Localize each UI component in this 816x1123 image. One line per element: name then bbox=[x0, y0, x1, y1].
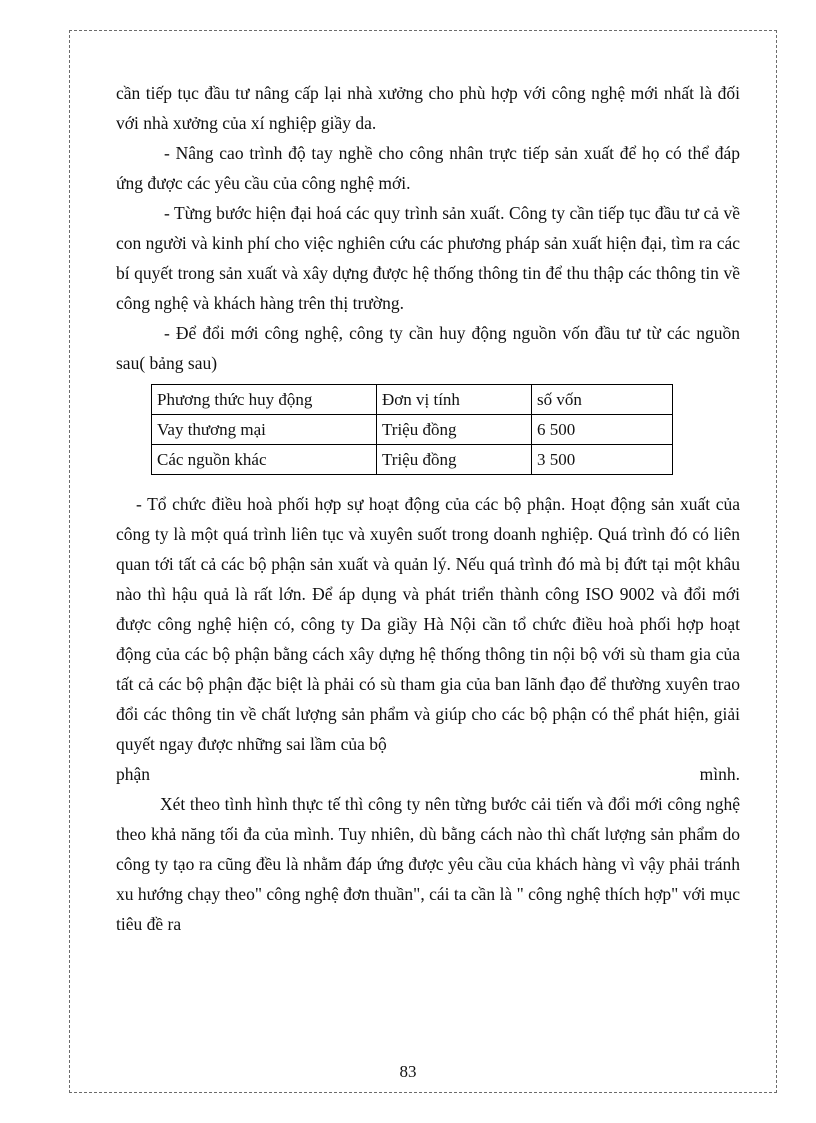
table-cell: 6 500 bbox=[532, 415, 673, 445]
table-row bbox=[152, 445, 673, 475]
paragraph-5-last-left: phận bbox=[116, 764, 151, 784]
table-header-cell: số vốn bbox=[532, 385, 673, 415]
paragraph-6: Xét theo tình hình thực tế thì công ty nên từng bước cải tiến và đổi mới công nghệ theo khả năng tối đa của mình. Tuy nhiên, dù bằng cách nào thì chất lượng sản phẩm do công ty tạo ra cũng đều là nhằm đáp ứng được yêu cầu của khách hàng vì vậy phải tránh xu hướng chạy theo" công nghệ đơn thuần", cái ta cần là " công nghệ thích hợp" với mục tiêu đề ra bbox=[116, 794, 740, 934]
paragraph-3: - Từng bước hiện đại hoá các quy trình sản xuất. Công ty cần tiếp tục đầu tư cả về con người và kinh phí cho việc nghiên cứu các phương pháp sản xuất hiện đại, tìm ra các bí quyết trong sản xuất và xây dựng được hệ thống thông tin để thu thập các thông tin về công nghệ và khách hàng trên thị trường. bbox=[116, 203, 740, 313]
table-row bbox=[152, 415, 673, 445]
paragraph-5: - Tổ chức điều hoà phối hợp sự hoạt động của các bộ phận. Hoạt động sản xuất của công ty là một quá trình liên tục và xuyên suốt trong doanh nghiệp. Quá trình đó có liên quan tới tất cả các bộ phận sản xuất và quản lý. Nếu quá trình đó mà bị đứt tại một khâu nào thì hậu quả là rất lớn. Để áp dụng và phát triển thành công ISO 9002 và đổi mới được công nghệ hiện có, công ty Da giầy Hà Nội cần tổ chức điều hoà phối hợp hoạt động của các bộ phận bằng cách xây dựng hệ thống thông tin nội bộ với sù tham gia của tất cả các bộ phận đặc biệt là phải có sù tham gia của ban lãnh đạo để thường xuyên trao đổi các thông tin về chất lượng sản phẩm và giúp cho các bộ phận có thể phát hiện, giải quyết ngay được những sai lầm của bộ bbox=[116, 494, 740, 754]
table-cell: Triệu đồng bbox=[377, 415, 532, 445]
document-body bbox=[116, 78, 740, 939]
table-cell: Triệu đồng bbox=[377, 445, 532, 475]
page-number: 83 bbox=[399, 1062, 417, 1081]
funding-table bbox=[151, 384, 673, 475]
table-header-row bbox=[152, 385, 673, 415]
paragraph-1: cần tiếp tục đầu tư nâng cấp lại nhà xưởng cho phù hợp với công nghệ mới nhất là đối với nhà xưởng của xí nghiệp giầy da. bbox=[116, 83, 740, 133]
paragraph-5-last-right: mình. bbox=[699, 764, 740, 784]
table-cell: Các nguồn khác bbox=[152, 445, 377, 475]
table-cell: 3 500 bbox=[532, 445, 673, 475]
table-cell: Vay thương mại bbox=[152, 415, 377, 445]
paragraph-5-last-line bbox=[116, 759, 740, 789]
paragraph-4: - Để đổi mới công nghệ, công ty cần huy động nguồn vốn đầu tư từ các nguồn sau( bảng sau) bbox=[116, 323, 740, 373]
paragraph-2: - Nâng cao trình độ tay nghề cho công nhân trực tiếp sản xuất để họ có thể đáp ứng được các yêu cầu của công nghệ mới. bbox=[116, 143, 740, 193]
table-header-cell: Phương thức huy động bbox=[152, 385, 377, 415]
table-header-cell: Đơn vị tính bbox=[377, 385, 532, 415]
